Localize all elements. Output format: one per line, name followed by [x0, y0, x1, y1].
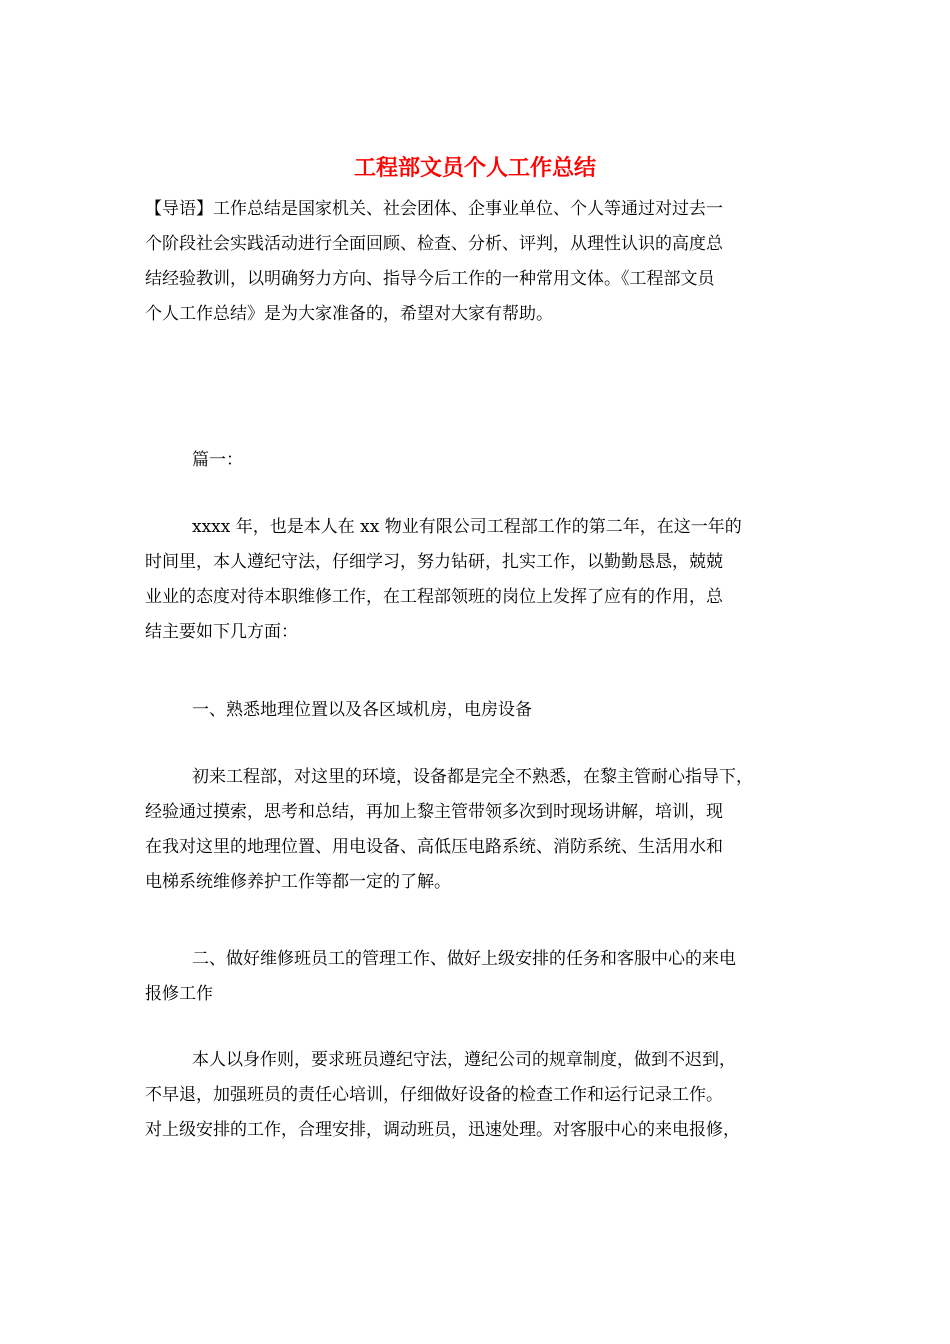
section-2-heading-block [145, 942, 813, 1012]
paragraph-line: 电梯系统维修养护工作等都一定的了解。 [145, 872, 451, 892]
paragraph-line: 本人以身作则，要求班员遵纪守法，遵纪公司的规章制度，做到不迟到， [192, 1050, 736, 1070]
paragraph-line: 不早退，加强班员的责任心培训，仔细做好设备的检查工作和运行记录工作。 [145, 1085, 723, 1105]
paragraph-2 [145, 760, 813, 900]
paragraph-line: 时间里，本人遵纪守法，仔细学习，努力钻研，扎实工作，以勤勤恳恳，兢兢 [145, 552, 723, 572]
paragraph-line: 初来工程部，对这里的环境，设备都是完全不熟悉，在黎主管耐心指导下， [192, 767, 753, 787]
part-heading-block [145, 443, 813, 478]
section-heading: 二、做好维修班员工的管理工作、做好上级安排的任务和客服中心的来电 [192, 949, 736, 969]
paragraph-line: 结主要如下几方面： [145, 622, 298, 642]
section-heading: 一、熟悉地理位置以及各区域机房，电房设备 [192, 700, 532, 720]
paragraph-line: 对上级安排的工作，合理安排，调动班员，迅速处理。对客服中心的来电报修， [145, 1120, 740, 1140]
part-heading: 篇一： [192, 450, 243, 470]
paragraph-line: 在我对这里的地理位置、用电设备、高低压电路系统、消防系统、生活用水和 [145, 837, 723, 857]
intro-line: 【导语】工作总结是国家机关、社会团体、企事业单位、个人等通过对过去一 [145, 199, 723, 219]
document-title: 工程部文员个人工作总结 [353, 155, 596, 181]
paragraph-1 [145, 510, 813, 650]
section-heading: 报修工作 [145, 984, 213, 1004]
paragraph-3 [145, 1043, 813, 1148]
section-1-heading-block [145, 693, 813, 728]
intro-line: 个人工作总结》是为大家准备的，希望对大家有帮助。 [145, 304, 553, 324]
paragraph-line: xxxx 年，也是本人在 xx 物业有限公司工程部工作的第二年，在这一年的 [192, 517, 742, 537]
paragraph-line: 业业的态度对待本职维修工作，在工程部领班的岗位上发挥了应有的作用，总 [145, 587, 723, 607]
intro-paragraph [145, 192, 813, 332]
intro-line: 个阶段社会实践活动进行全面回顾、检查、分析、评判，从理性认识的高度总 [145, 234, 723, 254]
paragraph-line: 经验通过摸索，思考和总结，再加上黎主管带领多次到时现场讲解，培训，现 [145, 802, 723, 822]
intro-line: 结经验教训，以明确努力方向、指导今后工作的一种常用文体。《工程部文员 [145, 269, 715, 289]
